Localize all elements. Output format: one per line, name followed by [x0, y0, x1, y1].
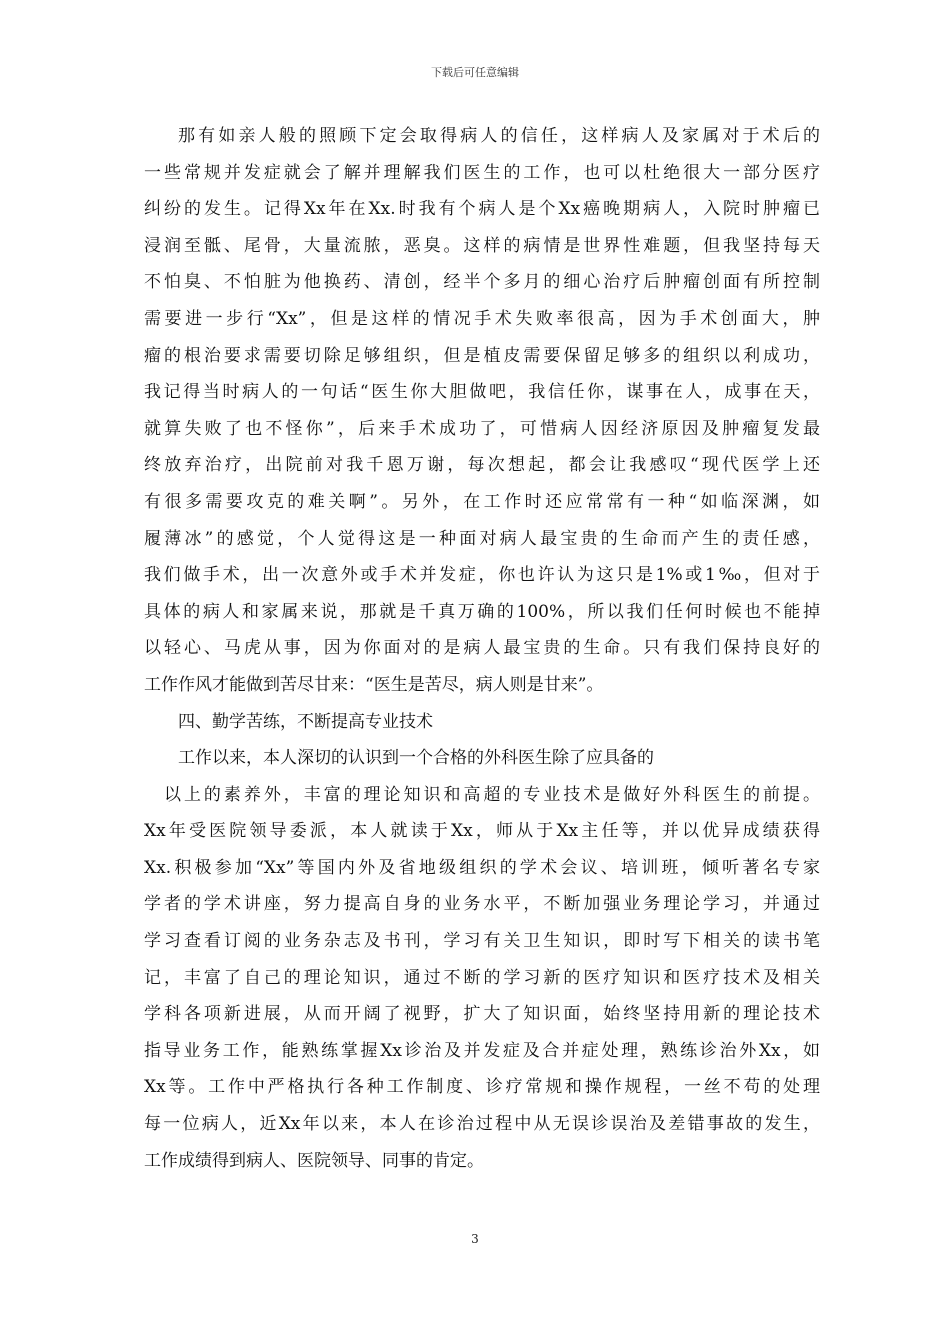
text-line: 那有如亲人般的照顾下定会取得病人的信任，这样病人及家属对于术后的 — [178, 126, 820, 146]
text-line: 不怕臭、不怕脏为他换药、清创，经半个多月的细心治疗后肿瘤创面有所控制 — [144, 272, 820, 293]
text-line: 我记得当时病人的一句话“医生你大胆做吧，我信任你，谋事在人，成事在天， — [144, 382, 820, 403]
text-line: 指导业务工作，能熟练掌握Xx诊治及并发症及合并症处理，熟练诊治外Xx，如 — [144, 1040, 820, 1061]
text-line: Xx等。工作中严格执行各种工作制度、诊疗常规和操作规程，一丝不苟的处理 — [144, 1077, 820, 1098]
document-body — [144, 118, 820, 1179]
text-line: 以轻心、马虎从事，因为你面对的是病人最宝贵的生命。只有我们保持良好的 — [144, 638, 820, 659]
text-line: 我们做手术，出一次意外或手术并发症，你也许认为这只是1%或1‰，但对于 — [144, 565, 820, 586]
text-line: 工作以来，本人深切的认识到一个合格的外科医生除了应具备的 — [178, 748, 654, 769]
text-line: 以上的素养外，丰富的理论知识和高超的专业技术是做好外科医生的前提。 — [164, 784, 820, 805]
text-line: 终放弃治疗，出院前对我千恩万谢，每次想起，都会让我感叹“现代医学上还 — [144, 455, 820, 476]
text-line: 纠纷的发生。记得Xx年在Xx.时我有个病人是个Xx癌晚期病人，入院时肿瘤已 — [144, 199, 820, 220]
text-line: 学科各项新进展，从而开阔了视野，扩大了知识面，始终坚持用新的理论技术 — [144, 1004, 820, 1025]
section-heading: 四、勤学苦练，不断提高专业技术 — [178, 711, 433, 732]
text-line: Xx.积极参加“Xx”等国内外及省地级组织的学术会议、培训班，倾听著名专家 — [144, 857, 820, 878]
text-line: 每一位病人，近Xx年以来，本人在诊治过程中从无误诊误治及差错事故的发生， — [144, 1114, 820, 1135]
text-line: 记，丰富了自己的理论知识，通过不断的学习新的医疗知识和医疗技术及相关 — [144, 967, 820, 988]
text-line: 需要进一步行“Xx”，但是这样的情况手术失败率很高，因为手术创面大，肿 — [144, 308, 820, 329]
text-line: 工作作风才能做到苦尽甘来：“医生是苦尽，病人则是甘来”。 — [144, 674, 604, 695]
text-line: 学习查看订阅的业务杂志及书刊，学习有关卫生知识，即时写下相关的读书笔 — [144, 931, 820, 952]
text-line: 具体的病人和家属来说，那就是千真万确的100%，所以我们任何时候也不能掉 — [144, 601, 820, 622]
page-header: 下载后可任意编辑 — [431, 66, 519, 79]
page-number: 3 — [471, 1232, 479, 1246]
text-line: 浸润至骶、尾骨，大量流脓，恶臭。这样的病情是世界性难题，但我坚持每天 — [144, 235, 820, 256]
text-line: 一些常规并发症就会了解并理解我们医生的工作，也可以杜绝很大一部分医疗 — [144, 162, 820, 183]
text-line: 有很多需要攻克的难关啊”。另外，在工作时还应常常有一种“如临深渊，如 — [144, 491, 820, 512]
text-line: 就算失败了也不怪你”，后来手术成功了，可惜病人因经济原因及肿瘤复发最 — [144, 418, 820, 439]
text-line: Xx年受医院领导委派，本人就读于Xx，师从于Xx主任等，并以优异成绩获得 — [144, 821, 820, 842]
text-line: 工作成绩得到病人、医院领导、同事的肯定。 — [144, 1150, 484, 1171]
text-line: 履薄冰”的感觉，个人觉得这是一种面对病人最宝贵的生命而产生的责任感， — [144, 528, 820, 549]
text-line: 学者的学术讲座，努力提高自身的业务水平，不断加强业务理论学习，并通过 — [144, 894, 820, 915]
text-line: 瘤的根治要求需要切除足够组织，但是植皮需要保留足够多的组织以利成功， — [144, 345, 820, 366]
